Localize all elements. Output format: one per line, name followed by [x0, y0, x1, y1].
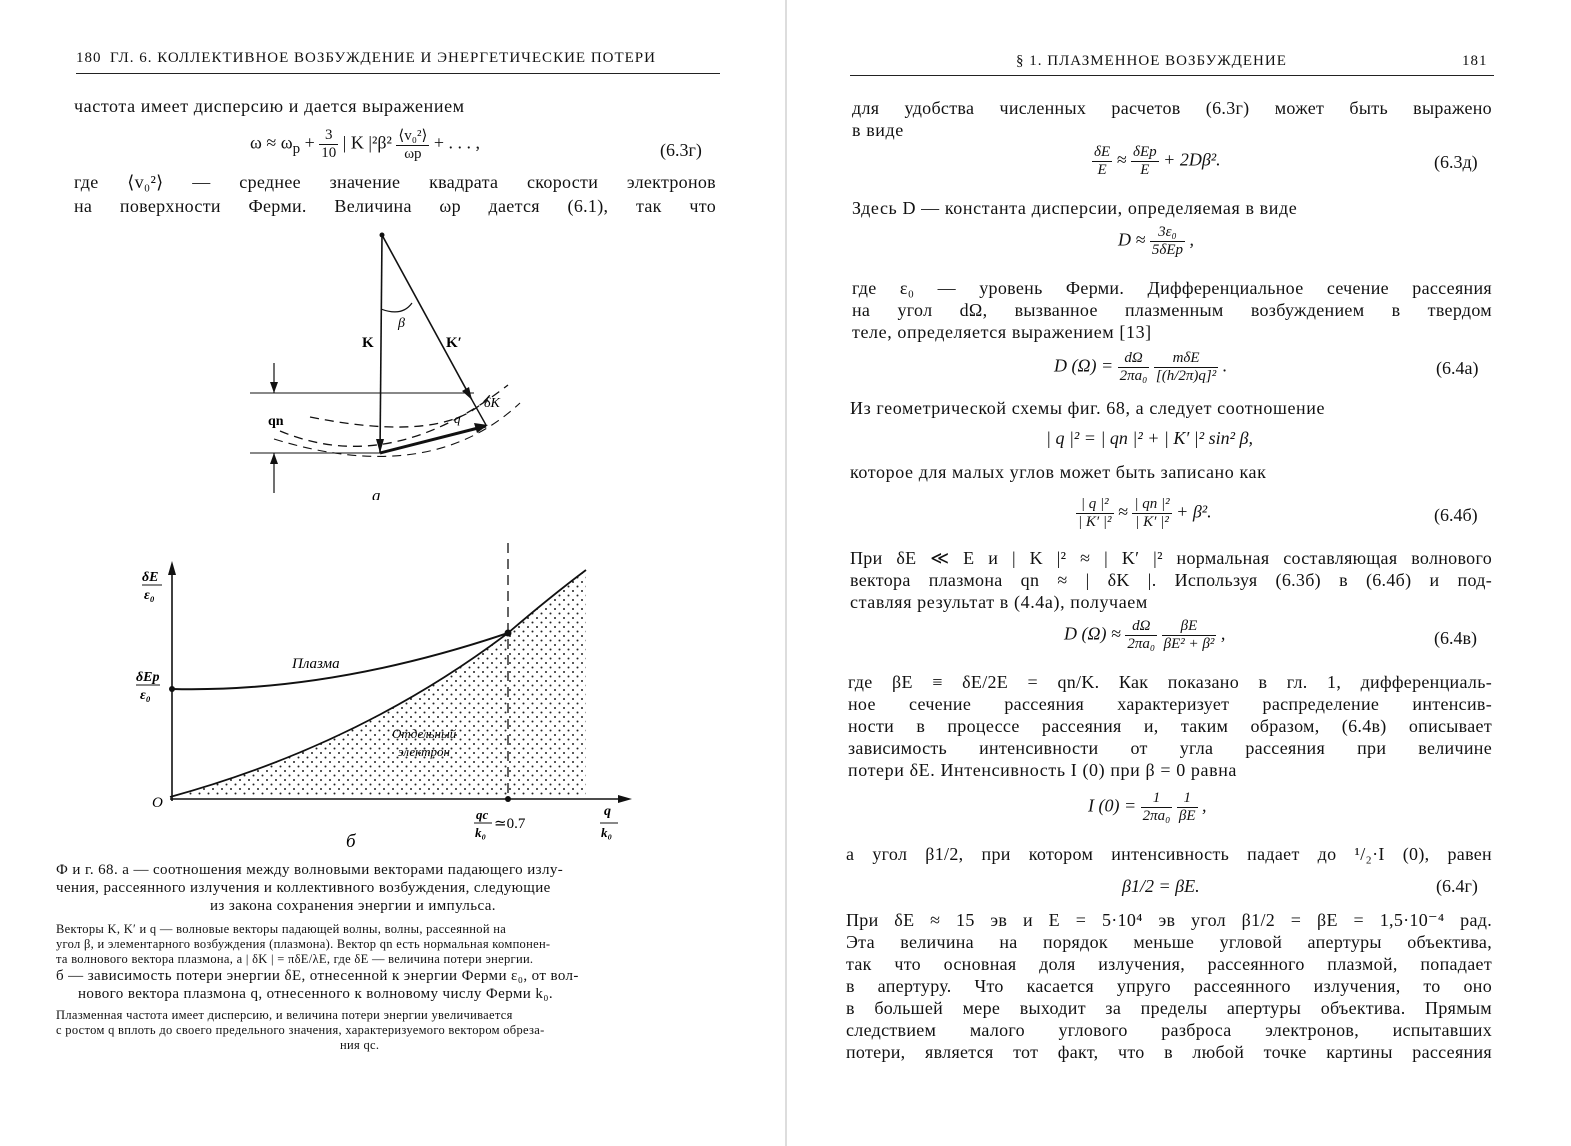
equation-6-3d-label: (6.3д) [1434, 152, 1478, 172]
eq64b-tail: + β². [1171, 501, 1212, 522]
right-line-18: При δE ≈ 15 эв и E = 5·10⁴ эв угол β1/2 = βE = 1,5·10⁻⁴ рад. [846, 910, 1492, 930]
right-line-13: ное сечение рассеяния характеризует распределение интенсив- [848, 694, 1492, 714]
right-line-22: в большей мере выходит за пределы апертуры объектива. Прямым [846, 998, 1492, 1018]
eq64v-lhs: D (Ω) ≈ [1064, 623, 1126, 644]
eq63g-mid: | K |²β² [342, 132, 392, 153]
eq63d-tail: + 2Dβ². [1158, 149, 1221, 170]
left-paragraph-2-line-1: где ⟨v₀²⟩ — среднее значение квадрата скорости электронов [74, 172, 716, 192]
electron-label-2: электрон [398, 744, 450, 759]
eq63d-f2-den: E [1140, 162, 1150, 178]
eq64v-f1-den: 2πa₀ [1127, 636, 1156, 652]
eq63d-f2-num: δEp [1133, 144, 1157, 160]
label-beta: β [398, 316, 405, 331]
y-axis-label-num: δE [142, 570, 159, 585]
right-line-1: для удобства численных расчетов (6.3г) может быть выражено [852, 98, 1492, 118]
x-axis-label-num: q [604, 804, 611, 819]
right-page-number: 181 [1462, 53, 1488, 69]
left-header-rule [76, 73, 720, 74]
eqD-lhs: D ≈ [1118, 229, 1150, 250]
eq63d-f1-num: δE [1094, 144, 1111, 160]
left-paragraph-2-line-2: на поверхности Ферми. Величина ωp дается (6.1), так что [74, 196, 716, 216]
dashed-arc-mid [310, 395, 490, 427]
qc-value: ≃0.7 [494, 816, 526, 832]
equation-6-4g-label: (6.4г) [1436, 876, 1478, 896]
eq64b-f1-den: | K′ |² [1078, 514, 1112, 530]
equation-6-4a-label: (6.4а) [1436, 358, 1479, 378]
eq64a-tail: . [1218, 355, 1228, 376]
eq63g-tail: + . . . , [433, 132, 480, 153]
eq63g-frac2-num: ⟨v₀²⟩ [398, 128, 428, 144]
dEp-label-num: δEp [136, 670, 160, 685]
eq64a-f2-den: [(h/2π)q]² [1155, 368, 1217, 384]
right-line-12: где βE ≡ δE/2E = qn/K. Как показано в гл. 1, дифференциаль- [848, 672, 1492, 692]
figure-a-letter: a [372, 486, 381, 500]
right-line-24: потери, является тот факт, что в любой точке картины рассеяния [846, 1042, 1492, 1062]
caption-line-3: из закона сохранения энергии и импульса. [210, 898, 496, 914]
equation-6-3d [1092, 144, 1221, 179]
eqI-f1-den: 2πa₀ [1142, 808, 1171, 824]
eq64v-f1-num: dΩ [1125, 618, 1157, 636]
right-line-7: Из геометрической схемы фиг. 68, а следует соотношение [850, 398, 1326, 418]
right-line-10: вектора плазмона qn ≈ | δK |. Используя (6.3б) в (6.4б) и под- [850, 570, 1492, 590]
equation-6-4b [1076, 496, 1212, 531]
caption-line-2: чения, рассеянного излучения и коллективного возбуждения, следующие [56, 880, 551, 896]
eq63g-sub: p [292, 141, 301, 158]
right-running-header: § 1. ПЛАЗМЕННОЕ ВОЗБУЖДЕНИЕ [1016, 53, 1287, 69]
eq63g-plus: + [300, 132, 320, 153]
eq63d-f1-den: E [1097, 162, 1107, 178]
right-line-8: которое для малых углов может быть записано как [850, 462, 1267, 482]
caption-small-1: Векторы K, K′ и q — волновые векторы падающей волны, волны, рассеянной на [56, 922, 507, 936]
eq64b-f2-den: | K′ |² [1135, 514, 1169, 530]
label-dK: δK [484, 396, 500, 411]
left-page [0, 0, 785, 1146]
right-line-3: Здесь D — константа дисперсии, определяемая в виде [852, 198, 1298, 218]
right-line-2: в виде [852, 120, 904, 140]
caption-small-3: та волнового вектора плазмона, а | δK | = πδE/λE, где δE — величина потери энергии. [56, 952, 534, 966]
intersection-point [505, 630, 512, 637]
eq64a-f2-num: mδE [1154, 350, 1218, 368]
eq64a-f1-num: dΩ [1118, 350, 1150, 368]
origin-label: O [152, 795, 163, 811]
right-line-17: а угол β1/2, при котором интенсивность падает до ¹/₂·I (0), равен [846, 844, 1492, 864]
left-page-number: 180 [76, 50, 102, 66]
label-K-prime: K′ [446, 335, 462, 351]
right-line-14: ности в процессе рассеяния и, таким образом, (6.4в) описывает [848, 716, 1492, 736]
vector-K-prime [382, 235, 472, 400]
eq64b-approx: ≈ [1113, 501, 1133, 522]
eq64v-f2-num: βE [1162, 618, 1217, 636]
x-axis-label-den: k₀ [601, 825, 613, 840]
eqI-f1-num: 1 [1141, 790, 1173, 808]
eq64a-f1-den: 2πa₀ [1119, 368, 1148, 384]
equation-6-4a [1054, 350, 1227, 385]
eq63d-approx: ≈ [1112, 149, 1132, 170]
plasma-label: Плазма [292, 656, 340, 672]
equation-6-4v-label: (6.4в) [1434, 628, 1477, 648]
equation-q-squared: | q |² = | qn |² + | K′ |² sin² β, [1046, 428, 1253, 448]
caption-small-5: с ростом q вплоть до своего предельного значения, характеризуемого вектором обреза- [56, 1023, 545, 1037]
eq64b-f1-num: | q |² [1076, 496, 1114, 514]
left-running-header: ГЛ. 6. КОЛЛЕКТИВНОЕ ВОЗБУЖДЕНИЕ И ЭНЕРГЕТИЧЕСКИЕ ПОТЕРИ [110, 50, 656, 66]
cutoff-point [505, 796, 511, 802]
right-line-9: При δE ≪ E и | K |² ≈ | K′ |² нормальная составляющая волнового [850, 548, 1492, 568]
dashed-arc-inner [280, 385, 508, 446]
eq63g-frac1 [319, 127, 338, 162]
right-line-16: потери δE. Интенсивность I (0) при β = 0 равна [848, 760, 1238, 780]
figure-68a-vector-diagram [250, 225, 540, 500]
eqI-lhs: I (0) = [1088, 795, 1141, 816]
eq63g-frac2-den: ωp [404, 146, 422, 162]
right-line-21: в апертуру. Что касается упруго рассеянного излучения, то оно [846, 976, 1492, 996]
eq64v-f2-den: βE² + β² [1163, 636, 1215, 652]
right-page [786, 0, 1571, 1146]
single-electron-region [170, 570, 586, 797]
eqI-tail: , [1197, 795, 1207, 816]
eq63g-frac1-num: 3 [319, 127, 338, 145]
eqI-f2-num: 1 [1177, 790, 1198, 808]
right-line-4: где ε₀ — уровень Ферми. Дифференциальное сечение рассеяния [852, 278, 1492, 298]
eq64a-lhs: D (Ω) = [1054, 355, 1118, 376]
equation-I0 [1088, 790, 1207, 825]
eqD-num: 3ε₀ [1150, 224, 1185, 242]
eq63g-frac1-den: 10 [321, 145, 337, 161]
label-K: K [362, 335, 374, 351]
right-line-6: теле, определяется выражением [13] [852, 322, 1152, 342]
caption-line-5: нового вектора плазмона q, отнесенного к волновому числу Ферми k₀. [78, 986, 554, 1002]
eq63g-lhs: ω ≈ ω [250, 132, 293, 153]
origin-point [380, 233, 385, 238]
right-line-19: Эта величина на порядок меньше угловой апертуры объектива, [846, 932, 1492, 952]
dEp-label-den: ε₀ [140, 688, 151, 703]
equation-6-3g [250, 126, 480, 163]
caption-line-1: Ф и г. 68. а — соотношения между волновыми векторами падающего излу- [56, 862, 564, 878]
equation-6-4v [1064, 618, 1225, 653]
label-qn: qn [268, 414, 284, 429]
caption-small-2: угол β, и элементарного возбуждения (плазмона). Вектор qn есть нормальная компонен- [56, 937, 551, 951]
right-line-20: так что основная доля излучения, рассеянного плазмой, попадает [846, 954, 1492, 974]
eqI-f2-den: βE [1178, 808, 1196, 824]
qc-label-den: k₀ [475, 825, 487, 840]
qc-label-num: qc [476, 807, 489, 822]
plasma-start-point [169, 686, 175, 692]
electron-label-1: Отдельный [392, 726, 457, 741]
y-axis-label-den: ε₀ [144, 588, 155, 603]
equation-D [1118, 224, 1194, 259]
beta-arc [381, 303, 412, 312]
right-line-23: следствием малого углового разброса электронов, испытавших [846, 1020, 1492, 1040]
caption-line-4: б — зависимость потери энергии δE, отнесенной к энергии Ферми ε₀, от вол- [56, 968, 579, 984]
left-paragraph-1: частота имеет дисперсию и дается выражением [74, 96, 465, 116]
figure-68b-dispersion-plot [130, 535, 650, 860]
right-line-5: на угол dΩ, вызванное плазменным возбуждением в твердом [852, 300, 1492, 320]
right-line-15: зависимость интенсивности от угла рассеяния при величине [848, 738, 1492, 758]
equation-6-4g: β1/2 = βE. [1122, 876, 1200, 896]
eq63g-frac2 [396, 126, 429, 163]
figure-b-letter: б [346, 831, 356, 852]
vector-K [380, 235, 382, 453]
right-line-11: ставляя результат в (4.4а), получаем [850, 592, 1148, 612]
eqD-den: 5δEp [1151, 242, 1184, 258]
caption-small-6: ния qc. [340, 1038, 380, 1052]
eq64v-tail: , [1216, 623, 1226, 644]
equation-6-4b-label: (6.4б) [1434, 505, 1478, 525]
caption-small-4: Плазменная частота имеет дисперсию, и величина потери энергии увеличивается [56, 1008, 513, 1022]
label-q: q [454, 411, 461, 426]
equation-6-3g-label: (6.3г) [660, 140, 702, 160]
right-header-rule [850, 75, 1494, 76]
eq64b-f2-num: | qn |² [1134, 496, 1170, 512]
eqD-tail: , [1185, 229, 1195, 250]
